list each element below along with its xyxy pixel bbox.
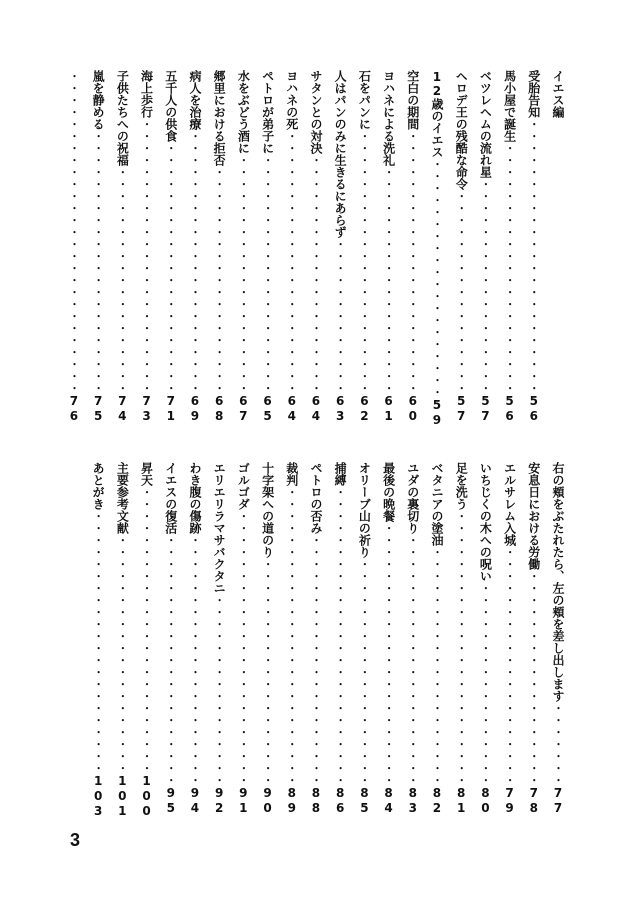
toc-entry-title: 右の頬をぶたれたら、左の頬を差し出します xyxy=(551,462,565,702)
toc-entry xyxy=(134,462,158,822)
toc-dot-leader: ・・・・・・・・・・・・・・・・・・ xyxy=(478,178,493,394)
toc-dot-leader: ・・・・・・・・・・・・・・・・・・・・・ xyxy=(187,534,202,786)
toc-entry-title: イエスの復活 xyxy=(163,462,178,534)
toc-entry-page: 84 xyxy=(381,786,396,816)
toc-entry-page: 77 xyxy=(551,786,565,816)
toc-entry-page: 75 xyxy=(91,394,106,424)
toc-dot-leader: ・・・・・・・・・・・・・・・・・・・ xyxy=(260,558,275,786)
toc-entry-title: 主要参考文献 xyxy=(115,462,130,534)
toc-entry xyxy=(183,70,207,425)
toc-entry-page: 71 xyxy=(163,394,178,424)
toc-dot-leader: ・・・・・・・・・・・・・・・・・・・・・・・ xyxy=(139,118,154,394)
toc-entry xyxy=(207,462,231,822)
toc-entry-title: 空白の期間 xyxy=(405,70,420,130)
toc-dot-leader: ・・・・・・・・・・・・・・・・・・・・・・ xyxy=(405,130,420,394)
toc-entry xyxy=(473,462,497,822)
toc-entry-title: 捕縛 xyxy=(333,462,348,486)
toc-dot-leader: ・・・・・・・・・・・・・・・・・・・・ xyxy=(429,158,444,398)
toc-dot-leader: ・・・・・・・・・・・・・・・・・・・・・・・・・ xyxy=(333,486,348,786)
toc-entry-title: 受胎告知 xyxy=(526,70,541,118)
toc-entry-page: 103 xyxy=(91,774,106,819)
toc-entry-title: ヘロデ王の残酷な命令 xyxy=(454,70,469,190)
toc-entry-page: 80 xyxy=(478,786,493,816)
toc-entry-title: オリーブ山の祈り xyxy=(357,462,372,558)
toc-entry xyxy=(159,462,183,822)
toc-entry xyxy=(110,462,134,822)
toc-entry xyxy=(255,70,279,425)
toc-bottom-block xyxy=(86,462,570,822)
toc-entry-page: 56 xyxy=(526,394,541,424)
toc-entry-page: 94 xyxy=(187,786,202,816)
toc-entry xyxy=(401,462,425,822)
toc-entry-title: わき腹の傷跡 xyxy=(187,462,202,534)
toc-entry xyxy=(497,462,521,822)
toc-dot-leader: ・・・・・・・・・・・・・・・・・・・・・・・・ xyxy=(139,486,154,774)
toc-entry-title: あとがき xyxy=(91,462,106,510)
toc-entry-page: 59 xyxy=(429,398,444,428)
toc-entry-title: 最後の晩餐 xyxy=(381,462,396,522)
toc-entry-title: 石をパンに xyxy=(357,70,372,130)
toc-dot-leader: ・・・・・・・・・・・・・・・・・・・ xyxy=(357,558,372,786)
toc-dot-leader: ・・・・・・・・・・・・・・・・・・・・ xyxy=(502,546,517,786)
toc-entry-page: 82 xyxy=(429,786,444,816)
toc-entry-title: 馬小屋で誕生 xyxy=(502,70,517,142)
toc-entry-page: 78 xyxy=(526,786,541,816)
toc-entry xyxy=(86,462,110,822)
toc-entry xyxy=(376,70,400,425)
toc-entry xyxy=(522,462,546,822)
toc-entry xyxy=(497,70,521,425)
toc-entry-title: ヨハネによる洗礼 xyxy=(381,70,396,166)
toc-entry-title: 子供たちへの祝福 xyxy=(115,70,130,166)
toc-entry-title: 足を洗う xyxy=(454,462,469,510)
toc-dot-leader: ・・・・・・・・・・・・・・・・・・・ xyxy=(381,166,396,394)
toc-entry-page: 73 xyxy=(139,394,154,424)
toc-entry xyxy=(546,462,570,822)
toc-entry-title: 五千人の供食 xyxy=(163,70,178,142)
toc-entry-title: ユダの裏切り xyxy=(405,462,420,534)
toc-entry-page: 100 xyxy=(139,774,154,819)
toc-dot-leader: ・・・・・・・・・・・・・・・・・・・・・・・・・・・ xyxy=(66,70,81,394)
toc-dot-leader: ・・・・・・・・・・・・・・・・・・・ xyxy=(115,166,130,394)
page-number: 3 xyxy=(70,830,81,850)
toc-entry-page: 92 xyxy=(212,786,227,816)
toc-dot-leader: ・・・・・・・・・・・・・・・・・・・・・・ xyxy=(357,130,372,394)
toc-entry-page: 57 xyxy=(454,394,469,424)
toc-top-block xyxy=(62,70,570,428)
toc-entry xyxy=(449,70,473,425)
toc-dot-leader: ・・・・・・・・・・・・・・・・・・・・・・ xyxy=(381,522,396,786)
toc-dot-leader: ・・・・・・・ xyxy=(551,702,565,786)
toc-entry-page: 57 xyxy=(478,394,493,424)
toc-entry xyxy=(280,70,304,425)
toc-entry-title: サタンとの対決 xyxy=(308,70,323,154)
toc-entry-title: 安息日における労働 xyxy=(526,462,541,570)
toc-entry xyxy=(280,462,304,822)
toc-entry-page: 81 xyxy=(454,786,469,816)
toc-entry-title: ペトロが弟子に xyxy=(260,70,275,154)
toc-entry-title: ヨハネの死 xyxy=(284,70,299,130)
toc-entry xyxy=(546,70,570,425)
toc-entry xyxy=(134,70,158,425)
toc-entry xyxy=(425,70,449,428)
toc-dot-leader: ・・・・・・・・・・・・・・・・・・・・ xyxy=(236,154,251,394)
toc-dot-leader: ・・・・・・・・・・・・・・・・・・・・・・ xyxy=(284,130,299,394)
toc-entry xyxy=(231,70,255,425)
toc-entry-page: 76 xyxy=(66,394,81,424)
toc-entry-page: 86 xyxy=(333,786,348,816)
toc-entry-title: ベツレヘムの流れ星 xyxy=(478,70,493,178)
toc-entry-page: 91 xyxy=(236,786,251,816)
toc-entry-page: 95 xyxy=(163,786,178,816)
toc-dot-leader: ・・・・・・・・・・・・・・・・・・・・ xyxy=(308,154,323,394)
toc-entry-title: 昇天 xyxy=(139,462,154,486)
toc-entry-title: イエス編 xyxy=(551,70,565,118)
toc-entry-page: 85 xyxy=(357,786,372,816)
toc-entry-page: 88 xyxy=(308,786,323,816)
toc-dot-leader: ・・・・・・・・・・・・・・・・・・・・・ xyxy=(502,142,517,394)
toc-entry-page: 67 xyxy=(236,394,251,424)
toc-entry-page: 64 xyxy=(308,394,323,424)
toc-entry-title: 嵐を静める xyxy=(91,70,106,130)
toc-entry-title: 病人を治療 xyxy=(187,70,202,130)
toc-dot-leader: ・・・・・・・・・・・・・・・・・・・・・・ xyxy=(187,130,202,394)
toc-dot-leader: ・・・・・・・・・・・・・・・・・・・・・・・ xyxy=(236,510,251,786)
toc-entry-page: 64 xyxy=(284,394,299,424)
toc-entry xyxy=(159,70,183,425)
toc-entry-page: 90 xyxy=(260,786,275,816)
toc-entry-title: ペトロの否み xyxy=(308,462,323,534)
toc-entry-title: エルサレム入城 xyxy=(502,462,517,546)
toc-entry-title: エリエリラマサバクタニ xyxy=(212,462,227,594)
toc-entry-title: 12歳のイエス xyxy=(429,70,444,158)
toc-entry-title: 人はパンのみに生きるにあらず xyxy=(333,70,348,238)
toc-dot-leader: ・・・・・・・・・・・・・・・・・・・・・ xyxy=(163,534,178,786)
toc-entry-title: 水をぶどう酒に xyxy=(236,70,251,154)
toc-entry-page: 74 xyxy=(115,394,130,424)
toc-dot-leader: ・・・・・・・・・・・・・・・・・・・・ xyxy=(429,546,444,786)
toc-entry-title: ベタニアの塗油 xyxy=(429,462,444,546)
toc-dot-leader: ・・・・・・・・・・・・・・・・・・・・・・ xyxy=(91,130,106,394)
toc-dot-leader: ・・・・・・・・・・・・・・・・・・ xyxy=(526,570,541,786)
toc-dot-leader: ・・・・・・・・・・・・・・・・・ xyxy=(454,190,469,394)
toc-entry xyxy=(352,462,376,822)
toc-entry-title: ゴルゴダ xyxy=(236,462,251,510)
toc-dot-leader: ・・・・・・・・・・・・・・・・・・・・・・・ xyxy=(526,118,541,394)
toc-entry-page: 60 xyxy=(405,394,420,424)
toc-entry xyxy=(425,462,449,822)
toc-entry xyxy=(449,462,473,822)
toc-entry-page: 101 xyxy=(115,774,130,819)
toc-dot-leader: ・・・・・・・・・・・・・・・・・・・・・・ xyxy=(91,510,106,774)
toc-dot-leader: ・・・・・・・・・・・・・・・・・ xyxy=(478,582,493,786)
toc-entry xyxy=(62,70,86,425)
toc-dot-leader: ・・・・・・・・・・・・・・・・・・・ xyxy=(212,166,227,394)
toc-entry-page: 65 xyxy=(260,394,275,424)
toc-entry xyxy=(522,70,546,425)
toc-entry xyxy=(255,462,279,822)
toc-entry xyxy=(376,462,400,822)
toc-entry-page: 62 xyxy=(357,394,372,424)
toc-entry xyxy=(110,70,134,425)
toc-entry xyxy=(473,70,497,425)
toc-dot-leader: ・・・・・・・・・・・・・・・・・・・・・・・・・ xyxy=(284,486,299,786)
toc-entry-page: 89 xyxy=(284,786,299,816)
toc-entry-page: 83 xyxy=(405,786,420,816)
toc-entry-page: 68 xyxy=(212,394,227,424)
toc-dot-leader: ・・・・・・・・・・・・・・・・・・・・・ xyxy=(405,534,420,786)
toc-entry-title: 裁判 xyxy=(284,462,299,486)
toc-dot-leader: ・・・・・・・・・・・・・・・・・・・・・・・ xyxy=(454,510,469,786)
toc-entry-page: 63 xyxy=(333,394,348,424)
toc-entry xyxy=(401,70,425,425)
toc-entry-page: 61 xyxy=(381,394,396,424)
toc-entry xyxy=(328,70,352,425)
toc-entry-title: 海上歩行 xyxy=(139,70,154,118)
toc-entry-title: 郷里における拒否 xyxy=(212,70,227,166)
toc-dot-leader: ・・・・・・・・・・・・・・・・・・・・・ xyxy=(163,142,178,394)
toc-entry xyxy=(304,462,328,822)
toc-entry xyxy=(86,70,110,425)
toc-entry xyxy=(352,70,376,425)
toc-entry xyxy=(231,462,255,822)
toc-dot-leader: ・・・・・・・・・・・・・ xyxy=(333,238,348,394)
toc-entry xyxy=(183,462,207,822)
toc-entry-title: 十字架への道のり xyxy=(260,462,275,558)
toc-dot-leader: ・・・・・・・・・・・・・・・・・・・・・ xyxy=(308,534,323,786)
toc-entry xyxy=(207,70,231,425)
toc-entry xyxy=(304,70,328,425)
toc-entry-title: いちじくの木への呪い xyxy=(478,462,493,582)
toc-dot-leader: ・・・・・・・・・・・・・・・・・・・・ xyxy=(260,154,275,394)
toc-entry-page: 69 xyxy=(187,394,202,424)
toc-entry-page: 79 xyxy=(502,786,517,816)
toc-entry-page: 56 xyxy=(502,394,517,424)
toc-dot-leader: ・・・・・・・・・・・・・・・・ xyxy=(212,594,227,786)
toc-entry xyxy=(328,462,352,822)
toc-dot-leader: ・・・・・・・・・・・・・・・・・・・・ xyxy=(115,534,130,774)
